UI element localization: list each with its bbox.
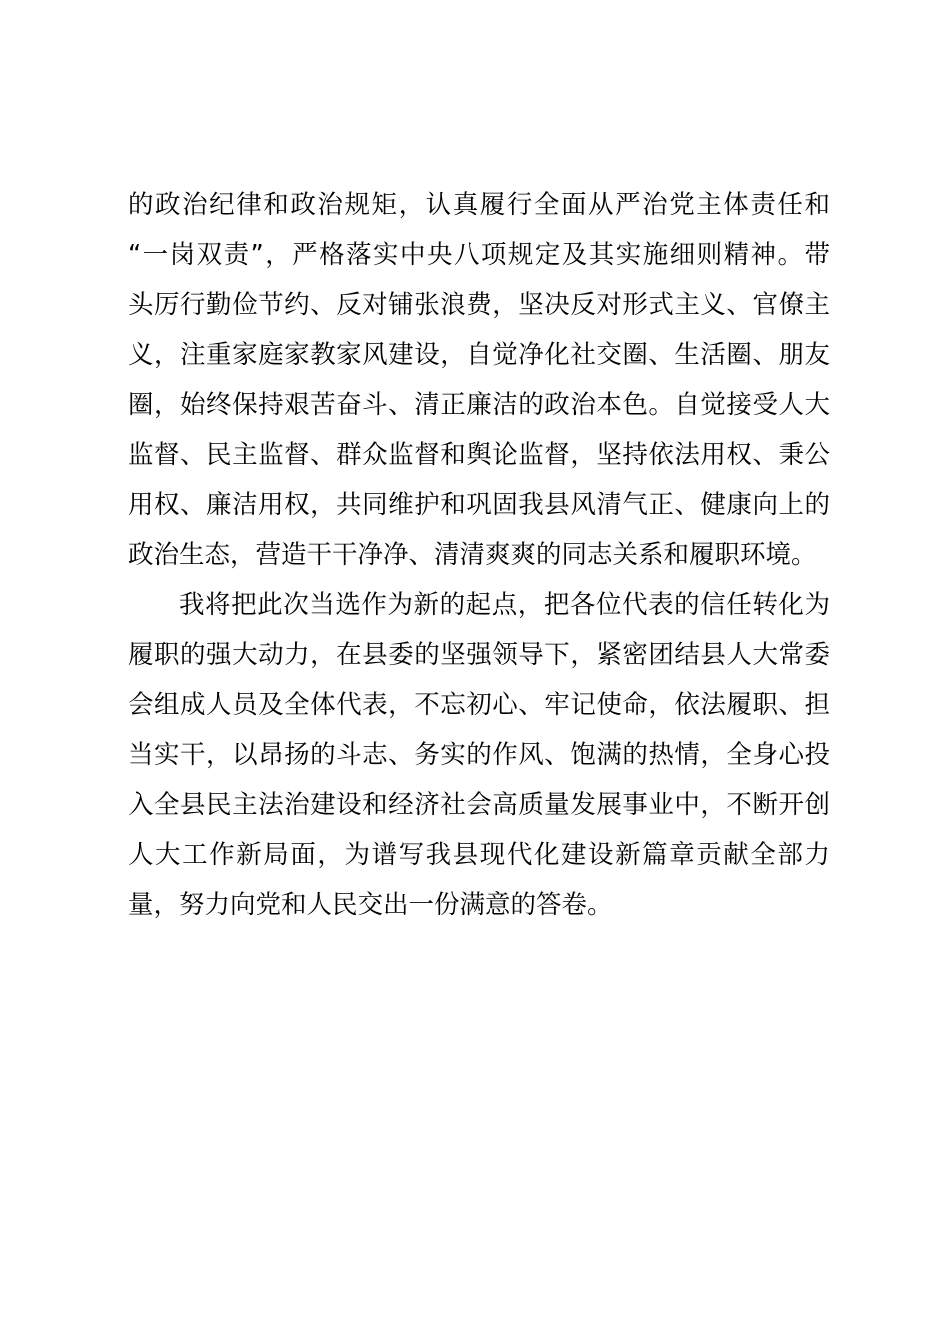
text-line: 圈，始终保持艰苦奋斗、清正廉洁的政治本色。自觉接受人大 [128,390,830,420]
document-page [128,180,830,930]
text-line: 会组成人员及全体代表，不忘初心、牢记使命，依法履职、担 [128,690,830,720]
text-line: 履职的强大动力，在县委的坚强领导下，紧密团结县人大常委 [128,640,830,670]
text-line: 监督、民主监督、群众监督和舆论监督，坚持依法用权、秉公 [128,440,830,470]
paragraph-2 [128,580,830,930]
text-line: 的政治纪律和政治规矩，认真履行全面从严治党主体责任和 [128,190,830,220]
text-line: 政治生态，营造干干净净、清清爽爽的同志关系和履职环境。 [128,540,817,570]
text-line: “一岗双责”，严格落实中央八项规定及其实施细则精神。带 [128,240,830,270]
text-line: 义，注重家庭家教家风建设，自觉净化社交圈、生活圈、朋友 [128,340,830,370]
text-line: 头厉行勤俭节约、反对铺张浪费，坚决反对形式主义、官僚主 [128,290,830,320]
text-line: 我将把此次当选作为新的起点，把各位代表的信任转化为 [179,590,830,620]
text-line: 当实干，以昂扬的斗志、务实的作风、饱满的热情，全身心投 [128,740,830,770]
text-line: 用权、廉洁用权，共同维护和巩固我县风清气正、健康向上的 [128,490,830,520]
paragraph-1 [128,180,830,580]
text-line: 量，努力向党和人民交出一份满意的答卷。 [128,890,613,920]
text-line: 人大工作新局面，为谱写我县现代化建设新篇章贡献全部力 [128,840,830,870]
text-line: 入全县民主法治建设和经济社会高质量发展事业中，不断开创 [128,790,830,820]
